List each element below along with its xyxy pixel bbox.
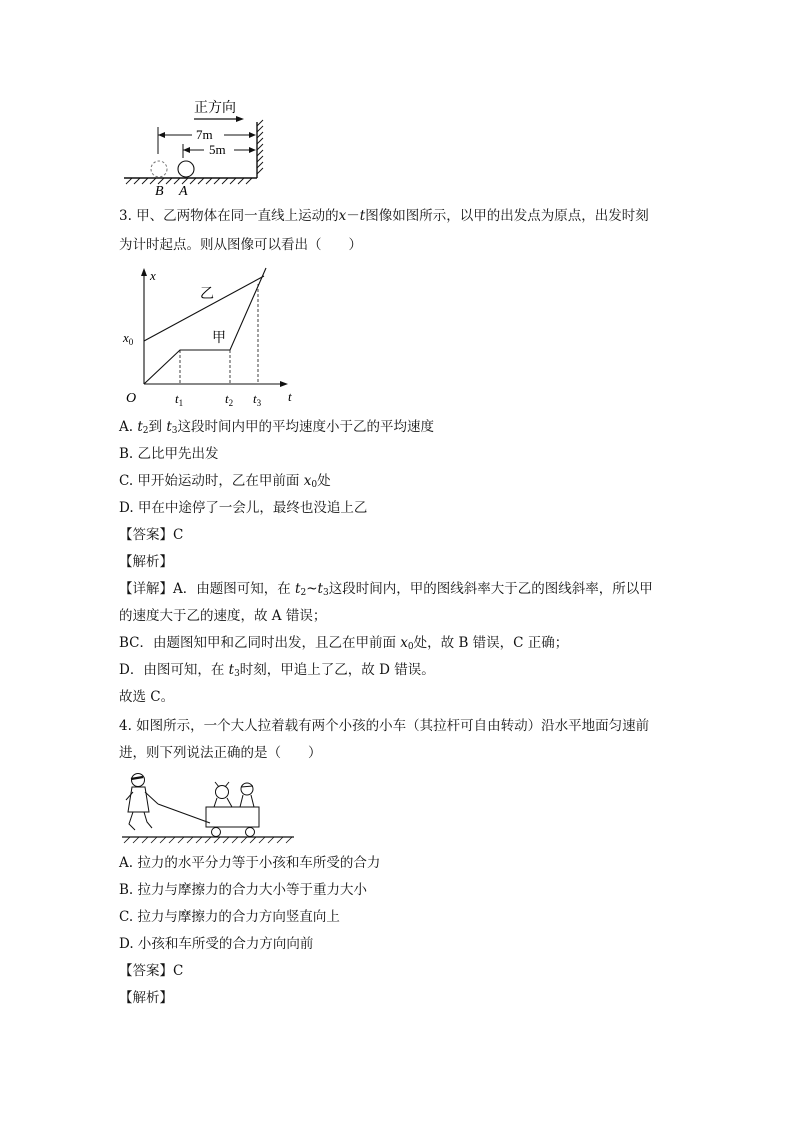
yi-line (144, 276, 264, 341)
q3-detail-bc: BC．由题图知甲和乙同时出发，且乙在甲前面 $x_0$处，故 B 错误，C 正确； (119, 635, 569, 652)
y-axis-label: x (150, 268, 156, 283)
q4-option-a: A. 拉力的水平分力等于小孩和车所受的合力 (119, 855, 381, 871)
y-axis-arrowhead (141, 268, 147, 276)
pull-handle (158, 804, 210, 823)
q3-option-c: C. 甲开始运动时，乙在甲前面 $x_0$处 (119, 473, 331, 490)
point-a-label: A (179, 184, 188, 199)
ball-b-dashed (151, 161, 167, 177)
figure-adult-pulling-cart (118, 770, 298, 846)
t3-label: $t_3$ (253, 391, 262, 406)
direction-arrowhead (236, 116, 244, 122)
q4-stem-line1: 4. 如图所示，一个大人拉着载有两个小孩的小车（其拉杆可自由转动）沿水平地面匀速前 (119, 718, 650, 734)
point-b-label: B (155, 184, 164, 199)
q3-analysis-title: 【解析】 (119, 554, 173, 570)
q4-analysis-title: 【解析】 (119, 990, 173, 1006)
q3-choose: 故选 C。 (119, 689, 175, 705)
q4-option-b: B. 拉力与摩擦力的合力大小等于重力大小 (119, 882, 368, 898)
ground-hatching (126, 178, 252, 184)
dist7-label: 7m (196, 127, 213, 142)
xt-graph (118, 266, 298, 406)
q4-option-d: D. 小孩和车所受的合力方向向前 (119, 936, 314, 952)
origin-label: O (126, 391, 137, 406)
cart-ground-hatching (124, 837, 292, 843)
q3-detail-a-line2: 的速度大于乙的速度，故 A 错误； (119, 608, 327, 624)
x-axis-label: t (288, 389, 292, 404)
children (214, 782, 254, 807)
figure-ball-wall (118, 92, 268, 202)
q3-stem-line1: 3. 甲、乙两物体在同一直线上运动的x－t图像如图所示，以甲的出发点为原点，出发时刻 (119, 208, 649, 224)
x0-label: $x_0$ (123, 330, 134, 347)
ball-a (178, 161, 194, 177)
q3-option-d: D. 甲在中途停了一会儿，最终也没追上乙 (119, 500, 368, 516)
q4-stem-line2: 进，则下列说法正确的是（ ） (119, 745, 322, 761)
direction-label: 正方向 (194, 101, 236, 116)
jia-label: 甲 (212, 331, 226, 346)
x-axis-arrowhead (280, 381, 288, 387)
dist5-label: 5m (209, 142, 226, 157)
yi-label: 乙 (200, 287, 214, 302)
q3-answer: 【答案】C (119, 527, 184, 543)
cart (206, 807, 259, 837)
t1-label: $t_1$ (175, 391, 184, 406)
q4-option-c: C. 拉力与摩擦力的合力方向竖直向上 (119, 909, 340, 925)
q3-detail-d: D．由图可知，在 $t_3$时刻，甲追上了乙，故 D 错误。 (119, 662, 435, 679)
adult-figure (126, 774, 158, 831)
q3-option-a: A. $t_2$到 $t_3$这段时间内甲的平均速度小于乙的平均速度 (119, 419, 434, 436)
q3-stem-line2: 为计时起点。则从图像可以看出（ ） (119, 237, 362, 253)
q3-option-b: B. 乙比甲先出发 (119, 446, 219, 462)
t2-label: $t_2$ (225, 391, 234, 406)
wall-hatching (257, 120, 263, 174)
q3-detail-a-line1: 【详解】A．由题图可知，在 $t_2\sim t_3$这段时间内，甲的图线斜率大于乙的图线斜率，所以甲 (119, 581, 653, 598)
q4-answer: 【答案】C (119, 963, 184, 979)
